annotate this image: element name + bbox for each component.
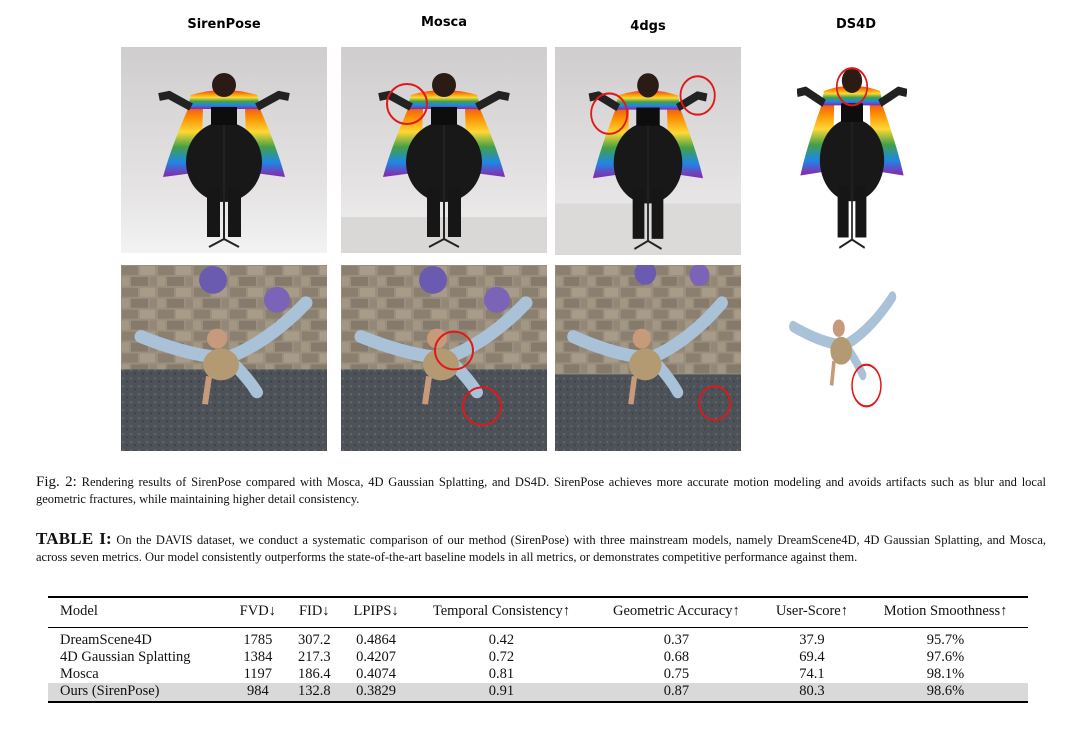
table-cell: 97.6% <box>926 649 965 665</box>
column-header-ds4d: DS4D <box>836 17 876 32</box>
column-header: LPIPS↓ <box>353 603 399 619</box>
table-row-highlighted <box>48 683 1028 702</box>
table-cell: 0.72 <box>488 649 515 665</box>
table-cell: 0.3829 <box>356 683 397 699</box>
column-header-4dgs: 4dgs <box>630 19 666 34</box>
table-cell: 1785 <box>243 632 273 648</box>
image-dancer-ds4d <box>787 290 899 422</box>
table-cell: Mosca <box>60 666 99 682</box>
column-header: FID↓ <box>298 603 330 619</box>
table-caption-label: TABLE I: <box>36 529 112 548</box>
column-header: Motion Smoothness↑ <box>883 603 1008 619</box>
table-cell: 0.68 <box>663 649 690 665</box>
table-cell: 0.91 <box>488 683 515 699</box>
image-dancer-mosca <box>341 265 547 451</box>
table-cell: 0.4864 <box>356 632 397 648</box>
table-cell: Ours (SirenPose) <box>60 683 160 699</box>
table-cell: DreamScene4D <box>60 632 152 648</box>
column-header: Geometric Accuracy↑ <box>612 603 740 619</box>
figure-caption <box>36 474 1046 508</box>
table-cell: 0.37 <box>663 632 690 648</box>
image-singer-sirenpose <box>121 47 327 253</box>
table-cell: 307.2 <box>297 632 331 648</box>
figure-caption-label: Fig. 2: <box>36 474 77 490</box>
image-dancer-4dgs <box>555 265 741 451</box>
table-cell: 74.1 <box>799 666 825 682</box>
results-table <box>48 596 1028 703</box>
table-cell: 0.4074 <box>356 666 397 682</box>
table-cell: 217.3 <box>297 649 331 665</box>
column-header-mosca: Mosca <box>420 15 468 30</box>
table-row <box>48 649 1028 666</box>
table-cell: 0.81 <box>488 666 515 682</box>
column-header: User-Score↑ <box>775 603 848 619</box>
table-cell: 0.42 <box>488 632 515 648</box>
table-cell: 95.7% <box>926 632 965 648</box>
image-dancer-sirenpose <box>121 265 327 451</box>
table-cell: 69.4 <box>799 649 825 665</box>
table-cell: 0.87 <box>663 683 690 699</box>
table-cell: 37.9 <box>799 632 825 648</box>
column-header-sirenpose: SirenPose <box>187 17 261 32</box>
column-header: Model <box>60 603 98 619</box>
table-caption <box>36 530 1046 566</box>
table-cell: 132.8 <box>297 683 331 699</box>
table-cell: 0.75 <box>663 666 690 682</box>
table-cell: 984 <box>246 683 269 699</box>
image-singer-4dgs <box>555 47 741 255</box>
table-row <box>48 666 1028 683</box>
table-cell: 98.1% <box>926 666 965 682</box>
table-cell: 98.6% <box>926 683 965 699</box>
table-caption-text: On the DAVIS dataset, we conduct a systematic comparison of our method (SirenPose) with three mainstream models, namely DreamScene4D, 4D Gaussian Splatting, and Mosca, across seven metrics. Our model consistently outperforms the state-of-the-art baseline models in all metrics, or demonstrates competitive performance against them. <box>36 533 1047 564</box>
table-cell: 186.4 <box>297 666 331 682</box>
column-header: FVD↓ <box>239 603 276 619</box>
table-cell: 0.4207 <box>356 649 397 665</box>
table-cell: 1384 <box>243 649 273 665</box>
table-row <box>48 628 1028 650</box>
image-singer-mosca <box>341 47 547 253</box>
table-header-row <box>48 597 1028 628</box>
table-cell: 80.3 <box>799 683 825 699</box>
table-cell: 4D Gaussian Splatting <box>60 649 191 665</box>
figure-caption-text: Rendering results of SirenPose compared with Mosca, 4D Gaussian Splatting, and DS4D. SirenPose achieves more accurate motion modeling and avoids artifacts such as blur and local geometric fractures, while maintaining higher detail consistency. <box>36 475 1046 506</box>
image-singer-ds4d <box>797 62 907 254</box>
table-cell: 1197 <box>243 666 273 682</box>
column-header: Temporal Consistency↑ <box>432 603 570 619</box>
